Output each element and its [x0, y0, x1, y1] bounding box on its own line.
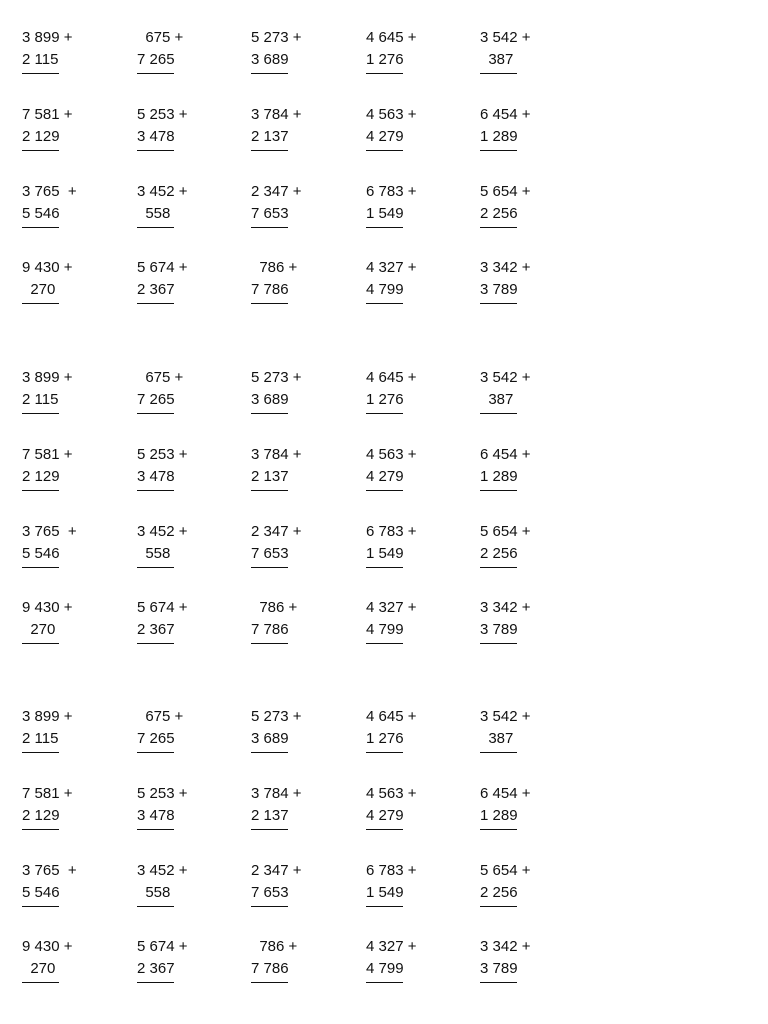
addition-problem [137, 706, 227, 756]
top-addend: 3 765 + [22, 862, 77, 879]
top-addend: 5 654 + [480, 523, 531, 540]
addition-problem [366, 27, 456, 77]
top-addend: 9 430 + [22, 599, 73, 616]
bottom-addend: 2 137 [251, 468, 289, 485]
addition-problem [137, 860, 227, 910]
bottom-addend: 5 546 [22, 545, 60, 562]
addition-problem [480, 597, 570, 647]
top-addend: 4 645 + [366, 708, 417, 725]
addition-problem [251, 444, 341, 494]
addition-problem [480, 257, 570, 307]
top-addend: 5 253 + [137, 106, 188, 123]
bottom-addend: 558 [137, 884, 171, 901]
top-addend: 3 452 + [137, 183, 188, 200]
answer-line [480, 303, 517, 304]
answer-line [137, 752, 174, 753]
top-addend: 3 899 + [22, 369, 73, 386]
top-addend: 5 654 + [480, 862, 531, 879]
answer-line [480, 73, 517, 74]
top-addend: 4 327 + [366, 259, 417, 276]
problem-row [0, 367, 768, 427]
addition-problem [22, 597, 112, 647]
addition-problem [22, 706, 112, 756]
answer-line [366, 413, 403, 414]
answer-line [251, 643, 288, 644]
top-addend: 7 581 + [22, 785, 73, 802]
answer-line [137, 567, 174, 568]
top-addend: 3 784 + [251, 785, 302, 802]
bottom-addend: 4 279 [366, 807, 404, 824]
bottom-addend: 1 549 [366, 205, 404, 222]
top-addend: 3 342 + [480, 259, 531, 276]
bottom-addend: 4 279 [366, 128, 404, 145]
bottom-addend: 1 276 [366, 51, 404, 68]
addition-problem [366, 257, 456, 307]
top-addend: 4 563 + [366, 446, 417, 463]
top-addend: 5 273 + [251, 708, 302, 725]
answer-line [22, 150, 59, 151]
answer-line [251, 490, 288, 491]
bottom-addend: 3 789 [480, 621, 518, 638]
top-addend: 3 342 + [480, 938, 531, 955]
bottom-addend: 387 [480, 391, 514, 408]
addition-problem [480, 936, 570, 986]
answer-line [137, 643, 174, 644]
addition-problem [22, 860, 112, 910]
bottom-addend: 4 279 [366, 468, 404, 485]
answer-line [22, 643, 59, 644]
bottom-addend: 2 115 [22, 391, 59, 408]
answer-line [22, 413, 59, 414]
answer-line [480, 567, 517, 568]
addition-problem [480, 181, 570, 231]
bottom-addend: 5 546 [22, 884, 60, 901]
bottom-addend: 558 [137, 545, 171, 562]
addition-problem [480, 367, 570, 417]
addition-problem [22, 444, 112, 494]
bottom-addend: 3 478 [137, 128, 175, 145]
answer-line [480, 643, 517, 644]
answer-line [251, 150, 288, 151]
top-addend: 3 452 + [137, 862, 188, 879]
answer-line [480, 982, 517, 983]
problem-row [0, 444, 768, 504]
bottom-addend: 3 789 [480, 281, 518, 298]
answer-line [480, 150, 517, 151]
addition-problem [251, 521, 341, 571]
addition-problem [137, 367, 227, 417]
addition-problem [137, 597, 227, 647]
bottom-addend: 7 653 [251, 884, 289, 901]
addition-problem [251, 706, 341, 756]
addition-problem [137, 257, 227, 307]
top-addend: 5 273 + [251, 369, 302, 386]
top-addend: 675 + [137, 29, 184, 46]
addition-problem [22, 257, 112, 307]
top-addend: 5 654 + [480, 183, 531, 200]
answer-line [366, 490, 403, 491]
bottom-addend: 2 115 [22, 51, 59, 68]
answer-line [251, 829, 288, 830]
top-addend: 5 674 + [137, 259, 188, 276]
answer-line [480, 490, 517, 491]
bottom-addend: 2 115 [22, 730, 59, 747]
addition-problem [366, 444, 456, 494]
addition-problem [480, 104, 570, 154]
top-addend: 5 674 + [137, 599, 188, 616]
answer-line [366, 643, 403, 644]
addition-problem [137, 521, 227, 571]
problem-row [0, 181, 768, 241]
answer-line [366, 73, 403, 74]
answer-line [480, 227, 517, 228]
bottom-addend: 7 786 [251, 281, 289, 298]
top-addend: 4 563 + [366, 785, 417, 802]
bottom-addend: 558 [137, 205, 171, 222]
top-addend: 2 347 + [251, 523, 302, 540]
problem-row [0, 521, 768, 581]
top-addend: 5 253 + [137, 446, 188, 463]
addition-problem [480, 706, 570, 756]
top-addend: 4 327 + [366, 938, 417, 955]
answer-line [251, 303, 288, 304]
addition-problem [366, 936, 456, 986]
bottom-addend: 4 799 [366, 281, 404, 298]
top-addend: 675 + [137, 708, 184, 725]
top-addend: 4 327 + [366, 599, 417, 616]
bottom-addend: 7 265 [137, 730, 175, 747]
bottom-addend: 7 265 [137, 391, 175, 408]
answer-line [251, 413, 288, 414]
top-addend: 4 563 + [366, 106, 417, 123]
answer-line [22, 227, 59, 228]
answer-line [137, 906, 174, 907]
top-addend: 3 765 + [22, 523, 77, 540]
answer-line [137, 829, 174, 830]
addition-problem [22, 521, 112, 571]
top-addend: 3 452 + [137, 523, 188, 540]
bottom-addend: 5 546 [22, 205, 60, 222]
bottom-addend: 270 [22, 960, 56, 977]
addition-problem [137, 181, 227, 231]
top-addend: 3 765 + [22, 183, 77, 200]
answer-line [366, 982, 403, 983]
answer-line [137, 73, 174, 74]
addition-problem [251, 104, 341, 154]
bottom-addend: 4 799 [366, 960, 404, 977]
problem-row [0, 27, 768, 87]
problem-row [0, 706, 768, 766]
top-addend: 675 + [137, 369, 184, 386]
bottom-addend: 1 549 [366, 884, 404, 901]
top-addend: 6 454 + [480, 106, 531, 123]
bottom-addend: 4 799 [366, 621, 404, 638]
top-addend: 3 899 + [22, 29, 73, 46]
bottom-addend: 3 689 [251, 51, 289, 68]
top-addend: 6 454 + [480, 785, 531, 802]
answer-line [251, 73, 288, 74]
addition-problem [137, 104, 227, 154]
top-addend: 3 542 + [480, 369, 531, 386]
answer-line [22, 490, 59, 491]
addition-problem [251, 597, 341, 647]
bottom-addend: 7 786 [251, 960, 289, 977]
problem-row [0, 860, 768, 920]
answer-line [22, 73, 59, 74]
top-addend: 3 342 + [480, 599, 531, 616]
bottom-addend: 7 265 [137, 51, 175, 68]
answer-line [480, 829, 517, 830]
addition-problem [366, 104, 456, 154]
bottom-addend: 2 367 [137, 281, 175, 298]
top-addend: 6 783 + [366, 862, 417, 879]
bottom-addend: 1 289 [480, 128, 518, 145]
top-addend: 7 581 + [22, 106, 73, 123]
answer-line [22, 829, 59, 830]
top-addend: 3 542 + [480, 708, 531, 725]
addition-problem [137, 444, 227, 494]
bottom-addend: 3 789 [480, 960, 518, 977]
bottom-addend: 7 653 [251, 545, 289, 562]
answer-line [480, 413, 517, 414]
bottom-addend: 3 478 [137, 807, 175, 824]
answer-line [251, 982, 288, 983]
top-addend: 5 674 + [137, 938, 188, 955]
top-addend: 2 347 + [251, 862, 302, 879]
bottom-addend: 2 256 [480, 884, 518, 901]
top-addend: 2 347 + [251, 183, 302, 200]
top-addend: 786 + [251, 599, 298, 616]
answer-line [366, 150, 403, 151]
answer-line [366, 752, 403, 753]
bottom-addend: 2 137 [251, 807, 289, 824]
addition-problem [251, 367, 341, 417]
answer-line [366, 906, 403, 907]
addition-problem [366, 597, 456, 647]
answer-line [480, 752, 517, 753]
top-addend: 6 783 + [366, 183, 417, 200]
answer-line [137, 490, 174, 491]
top-addend: 7 581 + [22, 446, 73, 463]
bottom-addend: 387 [480, 730, 514, 747]
bottom-addend: 1 276 [366, 391, 404, 408]
bottom-addend: 2 256 [480, 545, 518, 562]
addition-problem [251, 181, 341, 231]
answer-line [22, 303, 59, 304]
problem-row [0, 257, 768, 317]
bottom-addend: 2 367 [137, 960, 175, 977]
addition-problem [22, 27, 112, 77]
answer-line [251, 227, 288, 228]
answer-line [137, 303, 174, 304]
answer-line [480, 906, 517, 907]
bottom-addend: 7 653 [251, 205, 289, 222]
addition-problem [366, 783, 456, 833]
bottom-addend: 1 289 [480, 807, 518, 824]
top-addend: 6 454 + [480, 446, 531, 463]
bottom-addend: 1 276 [366, 730, 404, 747]
addition-problem [22, 104, 112, 154]
addition-problem [366, 367, 456, 417]
addition-problem [251, 860, 341, 910]
top-addend: 9 430 + [22, 938, 73, 955]
answer-line [22, 752, 59, 753]
top-addend: 4 645 + [366, 369, 417, 386]
answer-line [137, 227, 174, 228]
answer-line [22, 567, 59, 568]
addition-problem [137, 936, 227, 986]
top-addend: 3 784 + [251, 106, 302, 123]
addition-problem [366, 706, 456, 756]
addition-problem [366, 521, 456, 571]
addition-problem [251, 936, 341, 986]
problem-row [0, 783, 768, 843]
answer-line [137, 150, 174, 151]
top-addend: 4 645 + [366, 29, 417, 46]
addition-problem [137, 783, 227, 833]
answer-line [366, 303, 403, 304]
bottom-addend: 3 478 [137, 468, 175, 485]
bottom-addend: 3 689 [251, 391, 289, 408]
top-addend: 5 273 + [251, 29, 302, 46]
problem-row [0, 936, 768, 996]
top-addend: 786 + [251, 259, 298, 276]
addition-problem [251, 257, 341, 307]
bottom-addend: 2 137 [251, 128, 289, 145]
addition-problem [22, 367, 112, 417]
addition-problem [137, 27, 227, 77]
answer-line [22, 982, 59, 983]
bottom-addend: 2 129 [22, 807, 60, 824]
answer-line [251, 567, 288, 568]
addition-problem [251, 783, 341, 833]
answer-line [251, 906, 288, 907]
bottom-addend: 3 689 [251, 730, 289, 747]
addition-problem [480, 444, 570, 494]
bottom-addend: 270 [22, 281, 56, 298]
bottom-addend: 387 [480, 51, 514, 68]
top-addend: 3 542 + [480, 29, 531, 46]
answer-line [366, 567, 403, 568]
answer-line [366, 829, 403, 830]
addition-problem [22, 936, 112, 986]
bottom-addend: 270 [22, 621, 56, 638]
bottom-addend: 2 129 [22, 128, 60, 145]
top-addend: 6 783 + [366, 523, 417, 540]
bottom-addend: 7 786 [251, 621, 289, 638]
addition-problem [366, 181, 456, 231]
bottom-addend: 2 129 [22, 468, 60, 485]
bottom-addend: 2 256 [480, 205, 518, 222]
problem-row [0, 104, 768, 164]
addition-problem [480, 27, 570, 77]
addition-problem [22, 181, 112, 231]
top-addend: 5 253 + [137, 785, 188, 802]
answer-line [251, 752, 288, 753]
addition-problem [251, 27, 341, 77]
answer-line [137, 982, 174, 983]
top-addend: 786 + [251, 938, 298, 955]
answer-line [22, 906, 59, 907]
answer-line [366, 227, 403, 228]
bottom-addend: 1 289 [480, 468, 518, 485]
bottom-addend: 1 549 [366, 545, 404, 562]
answer-line [137, 413, 174, 414]
bottom-addend: 2 367 [137, 621, 175, 638]
addition-problem [22, 783, 112, 833]
addition-problem [480, 860, 570, 910]
addition-problem [480, 783, 570, 833]
addition-problem [480, 521, 570, 571]
addition-problem [366, 860, 456, 910]
top-addend: 3 784 + [251, 446, 302, 463]
top-addend: 9 430 + [22, 259, 73, 276]
problem-row [0, 597, 768, 657]
top-addend: 3 899 + [22, 708, 73, 725]
